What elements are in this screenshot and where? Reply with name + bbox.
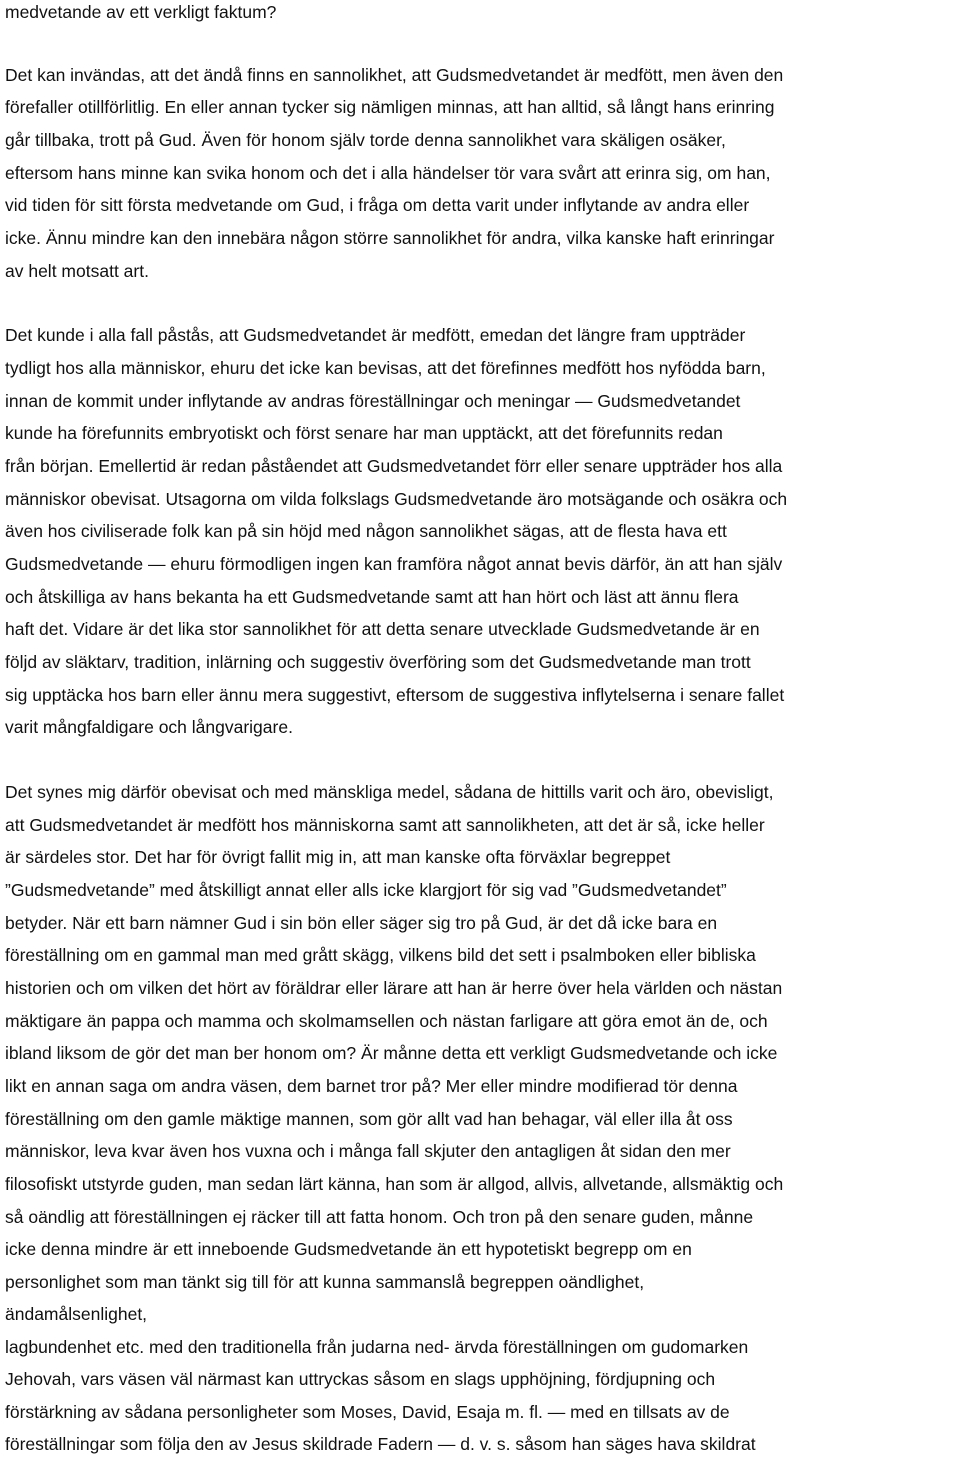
text-line: kunde ha förefunnits embryotiskt och först senare har man upptäckt, att det förefunnits redan bbox=[5, 423, 723, 443]
text-line: haft det. Vidare är det lika stor sannolikhet för att detta senare utvecklade Gudsmedvetande är en bbox=[5, 619, 760, 639]
text-line: ibland liksom de gör det man ber honom om? Är månne detta ett verkligt Gudsmedvetande och icke bbox=[5, 1043, 778, 1063]
text-line: eftersom hans minne kan svika honom och det i alla händelser tör vara svårt att erinra sig, om han, bbox=[5, 163, 771, 183]
text-line: mäktigare än pappa och mamma och skolmamsellen och nästan farligare att göra emot än de, och bbox=[5, 1011, 768, 1031]
text-line: förstärkning av sådana personligheter som Moses, David, Esaja m. fl. — med en tillsats av de bbox=[5, 1402, 730, 1422]
text-line: går tillbaka, trott på Gud. Även för honom själv torde denna sannolikhet vara skäligen osäker, bbox=[5, 130, 726, 150]
text-line: från början. Emellertid är redan påståendet att Gudsmedvetandet förr eller senare uppträder hos alla bbox=[5, 456, 783, 476]
text-line: Det synes mig därför obevisat och med mänskliga medel, sådana de hittills varit och äro, obevisligt, bbox=[5, 782, 774, 802]
text-line: även hos civiliserade folk kan på sin höjd med någon sannolikhet sägas, att de flesta hava ett bbox=[5, 521, 727, 541]
text-line: innan de kommit under inflytande av andras föreställningar och meningar — Gudsmedvetandet bbox=[5, 391, 741, 411]
text-line: Det kunde i alla fall påstås, att Gudsmedvetandet är medfött, emedan det längre fram uppträder bbox=[5, 325, 746, 345]
text-line: så oändlig att föreställningen ej räcker till att fatta honom. Och tron på den senare guden, månne bbox=[5, 1207, 754, 1227]
text-line: människor obevisat. Utsagorna om vilda folkslags Gudsmedvetande äro motsägande och osäkra och bbox=[5, 489, 788, 509]
text-line: personlighet som man tänkt sig till för att kunna sammanslå begreppen oändlighet, bbox=[5, 1272, 645, 1292]
text-line: sig upptäcka hos barn eller ännu mera suggestivt, eftersom de suggestiva inflytelserna i senare fallet bbox=[5, 685, 785, 705]
text-line: föreställningar som följa den av Jesus skildrade Fadern — d. v. s. såsom han säges hava skildrat bbox=[5, 1434, 756, 1454]
text-line: föreställning om den gamle mäktige mannen, som gör allt vad han behagar, väl eller illa åt oss bbox=[5, 1109, 733, 1129]
text-line: Jehovah, vars väsen väl närmast kan uttryckas såsom en slags upphöjning, fördjupning och bbox=[5, 1369, 716, 1389]
text-line: att Gudsmedvetandet är medfött hos människorna samt att sannolikheten, att det är så, icke heller bbox=[5, 815, 765, 835]
text-line: Gudsmedvetande — ehuru förmodligen ingen kan framföra något annat bevis därför, än att han själv bbox=[5, 554, 783, 574]
text-line: betyder. När ett barn nämner Gud i sin bön eller säger sig tro på Gud, är det då icke bara en bbox=[5, 913, 718, 933]
text-line: likt en annan saga om andra väsen, dem barnet tror på? Mer eller mindre modifierad tör denna bbox=[5, 1076, 738, 1096]
text-line: av helt motsatt art. bbox=[5, 261, 149, 281]
text-line: vid tiden för sitt första medvetande om Gud, i fråga om detta varit under inflytande av andra eller bbox=[5, 195, 750, 215]
text-line: är särdeles stor. Det har för övrigt fallit mig in, att man kanske ofta förväxlar begreppet bbox=[5, 847, 671, 867]
text-line: Det kan invändas, att det ändå finns en sannolikhet, att Gudsmedvetandet är medfött, men även den bbox=[5, 65, 784, 85]
text-line: historien och om vilken det hört av föräldrar eller lärare att han är herre över hela världen och nästan bbox=[5, 978, 783, 998]
text-line: ”Gudsmedvetande” med åtskilligt annat eller alls icke klargjort för sig vad ”Gudsmedvetandet” bbox=[5, 880, 727, 900]
text-line: icke. Ännu mindre kan den innebära någon större sannolikhet för andra, vilka kanske haft erinringar bbox=[5, 228, 775, 248]
text-line: människor, leva kvar även hos vuxna och i många fall skjuter den antagligen åt sidan den mer bbox=[5, 1141, 731, 1161]
text-line: varit mångfaldigare och långvarigare. bbox=[5, 717, 293, 737]
text-line: medvetande av ett verkligt faktum? bbox=[5, 2, 277, 22]
text-line: och åtskilliga av hans bekanta ha ett Gudsmedvetande samt att han hört och läst att ännu flera bbox=[5, 587, 739, 607]
text-line: ändamålsenlighet, bbox=[5, 1304, 148, 1324]
text-line: förefaller otillförlitlig. En eller annan tycker sig nämligen minnas, att han alltid, så långt hans erinring bbox=[5, 97, 775, 117]
text-line: icke denna mindre är ett inneboende Gudsmedvetande än ett hypotetiskt begrepp om en bbox=[5, 1239, 692, 1259]
text-line: följd av släktarv, tradition, inlärning och suggestiv överföring som det Gudsmedvetande man trott bbox=[5, 652, 751, 672]
text-line: filosofiskt utstyrde guden, man sedan lärt känna, han som är allgod, allvis, allvetande, allsmäktig och bbox=[5, 1174, 784, 1194]
text-line: lagbundenhet etc. med den traditionella från judarna ned- ärvda föreställningen om gudomarken bbox=[5, 1337, 749, 1357]
text-line: föreställning om en gammal man med grått skägg, vilkens bild det sett i psalmboken eller bibliska bbox=[5, 945, 756, 965]
text-line: tydligt hos alla människor, ehuru det icke kan bevisas, att det förefinnes medfött hos nyfödda barn, bbox=[5, 358, 766, 378]
